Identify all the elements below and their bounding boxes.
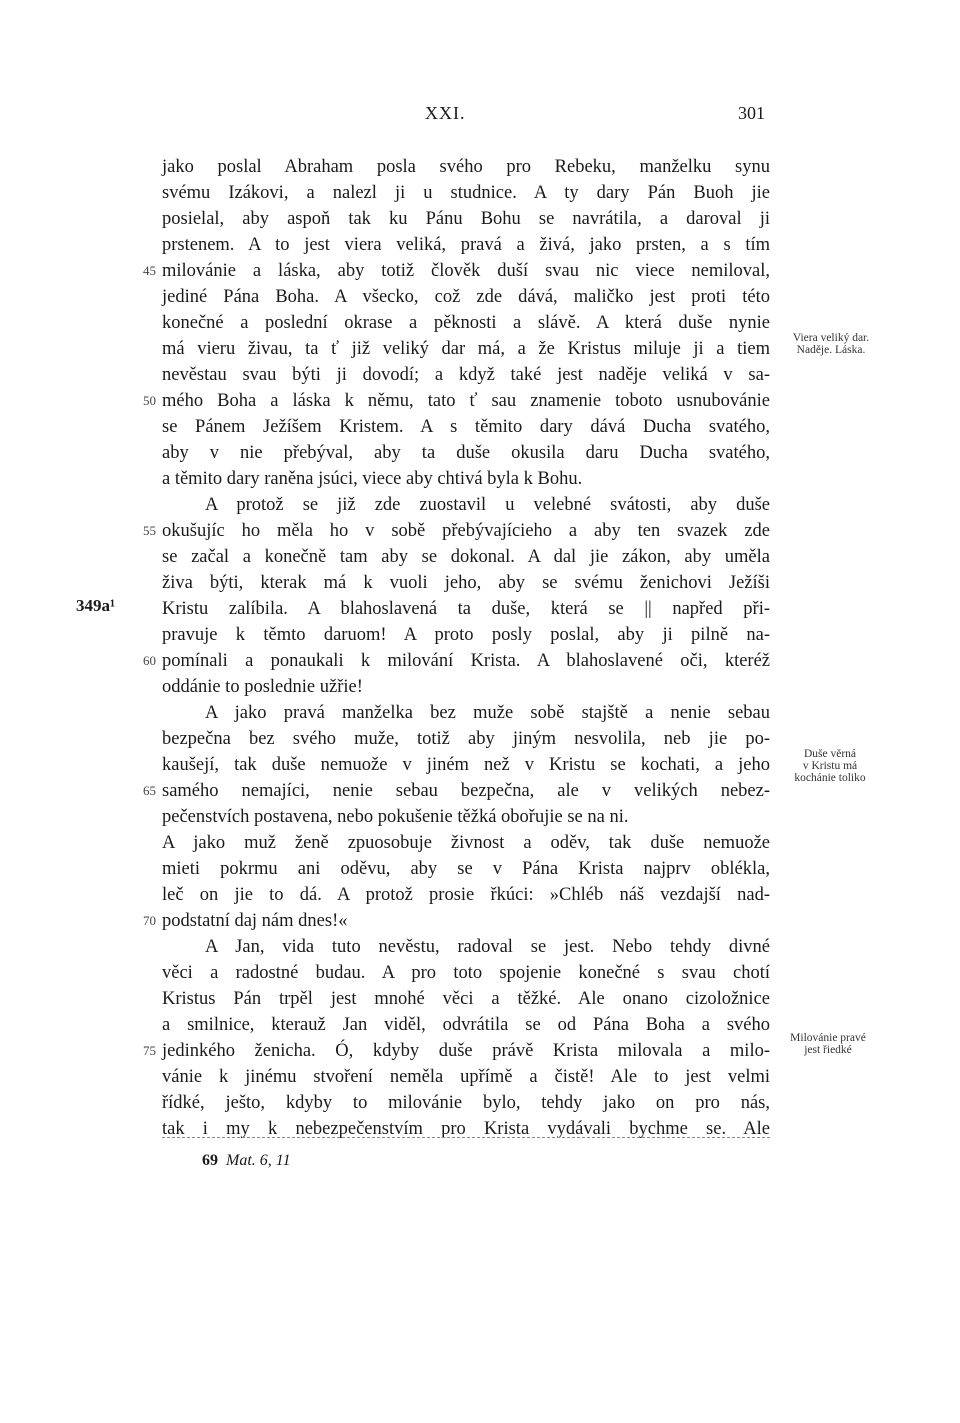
footnote-number: 69 — [202, 1152, 218, 1169]
text-line: A jako muž ženě zpuosobuje živnost a oděv, tak duše nemuože — [162, 833, 770, 853]
chapter-heading: XXI. — [425, 103, 466, 123]
margin-note: Milovánie pravé jest řiedké — [790, 1032, 866, 1056]
text-line: prstenem. A to jest viera veliká, pravá a živá, jako prsten, a s tím — [162, 235, 770, 255]
text-line: okušujíc ho měla ho v sobě přebývajícieho a aby ten svazek zde — [162, 521, 770, 541]
folio-mark: 349a¹ — [76, 596, 116, 615]
text-line: a těmito dary raněna jsúci, viece aby chtivá byla k Bohu. — [162, 469, 583, 489]
text-line: věci a radostné budau. A pro toto spojenie konečné s svau chotí — [162, 963, 770, 983]
footnote-reference: Mat. 6, 11 — [226, 1152, 291, 1169]
line-number: 75 — [143, 1043, 156, 1058]
text-line: se začal a konečně tam aby se dokonal. A dal jie zákon, aby uměla — [162, 547, 770, 567]
text-line: samého nemajíci, nenie sebau bezpečna, ale v velikých nebez- — [162, 781, 770, 801]
text-line: pomínali a ponaukali k milování Krista. A blahoslavené oči, kteréž — [162, 651, 770, 671]
paragraph-start: A protož se již zde zuostavil u velebné svátosti, aby duše — [205, 495, 770, 515]
text-line: a smilnice, kterauž Jan viděl, odvrátila se od Pána Boha a svého — [162, 1015, 770, 1035]
text-line: má vieru živau, ta ť již veliký dar má, a že Kristus miluje ji a tiem — [162, 339, 770, 359]
paragraph-start: A jako pravá manželka bez muže sobě stajště a nenie sebau — [205, 703, 770, 723]
text-line: nevěstau svau býti ji dovodí; a když také jest naděje veliká v sa- — [162, 365, 770, 385]
text-line: vánie k jinému stvoření neměla upřímě a čistě! Ale to jest velmi — [162, 1067, 770, 1087]
text-line: mieti pokrmu ani oděvu, aby se v Pána Krista najprv oblékla, — [162, 859, 770, 879]
text-line: se Pánem Ježíšem Kristem. A s těmito dary dává Ducha svatého, — [162, 417, 770, 437]
text-line: podstatní daj nám dnes!« — [162, 911, 348, 931]
footnote-divider — [162, 1137, 770, 1138]
text-line: posielal, aby aspoň tak ku Pánu Bohu se navrátila, a daroval ji — [162, 209, 770, 229]
text-line: pečenstvích postavena, nebo pokušenie těžká obořujie se na ni. — [162, 807, 629, 827]
margin-note: Duše věrná v Kristu má kochánie toliko — [794, 748, 866, 784]
text-line: mého Boha a láska k němu, tato ť sau znamenie toboto usnubovánie — [162, 391, 770, 411]
text-line: pravuje k těmto daruom! A proto posly poslal, aby ji pilně na- — [162, 625, 770, 645]
text-line: živa býti, kterak má k vuoli jeho, aby se svému ženichovi Ježíši — [162, 573, 770, 593]
text-line: Kristus Pán trpěl jest mnohé věci a těžké. Ale onano cizoložnice — [162, 989, 770, 1009]
text-line: svému Izákovi, a nalezl ji u studnice. A ty dary Pán Buoh jie — [162, 183, 770, 203]
text-line: milovánie a láska, aby totiž člověk duší svau nic viece nemiloval, — [162, 261, 770, 281]
text-line: Kristu zalíbila. A blahoslavená ta duše, která se || napřed při- — [162, 599, 770, 619]
line-number: 55 — [143, 523, 156, 538]
footnote — [202, 1152, 291, 1170]
line-number: 45 — [143, 263, 156, 278]
text-line: jedinkého ženicha. Ó, kdyby duše právě Krista milovala a milo- — [162, 1041, 770, 1061]
paragraph-start: A Jan, vida tuto nevěstu, radoval se jest. Nebo tehdy divné — [205, 937, 770, 957]
text-line: oddánie to poslednie užřie! — [162, 677, 363, 697]
margin-note: Viera veliký dar. Naděje. Láska. — [792, 332, 870, 356]
text-line: bezpečna bez svého muže, totiž aby jiným nesvolila, neb jie po- — [162, 729, 770, 749]
line-number: 60 — [143, 653, 156, 668]
text-line: aby v nie přebýval, aby ta duše okusila daru Ducha svatého, — [162, 443, 770, 463]
text-line: leč on jie to dá. A protož prosie řkúci: »Chléb náš vezdajší nad- — [162, 885, 770, 905]
text-line: kaušejí, tak duše nemuože v jiném než v Kristu se kochati, a jeho — [162, 755, 770, 775]
page-number: 301 — [738, 103, 765, 123]
text-line: konečné a poslední okrase a pěknosti a slávě. A která duše nynie — [162, 313, 770, 333]
text-line: tak i my k nebezpečenstvím pro Krista vydávali bychme se. Ale — [162, 1119, 770, 1139]
line-number: 65 — [143, 783, 156, 798]
line-number: 50 — [143, 393, 156, 408]
line-number: 70 — [143, 913, 156, 928]
text-line: řídké, ješto, kdyby to milovánie bylo, tehdy jako on pro nás, — [162, 1093, 770, 1113]
text-line: jako poslal Abraham posla svého pro Rebeku, manželku synu — [162, 157, 770, 177]
text-line: jediné Pána Boha. A všecko, což zde dává, maličko jest proti této — [162, 287, 770, 307]
